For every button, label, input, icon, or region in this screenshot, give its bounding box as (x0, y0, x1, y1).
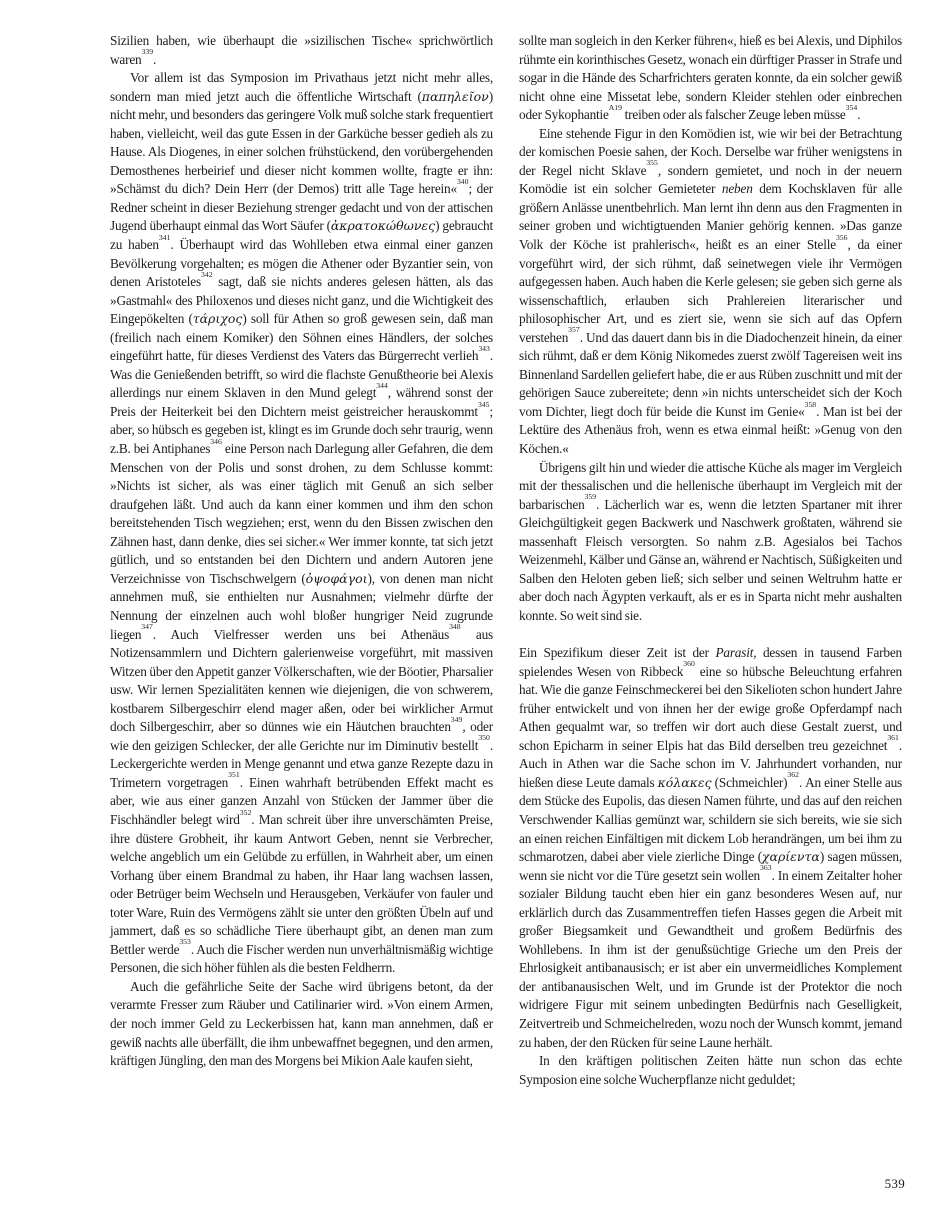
paragraph: In den kräftigen politischen Zeiten hätte nun schon das echte Symposion eine solche Wucherpflanze nicht geduldet; (519, 1053, 902, 1087)
footnote-ref: 354 (845, 102, 858, 112)
footnote-ref: 339 (141, 47, 154, 57)
footnote-ref: 346 (210, 436, 222, 446)
footnote-ref: 344 (376, 380, 388, 390)
paragraph: Auch die gefährliche Seite der Sache wird übrigens betont, da der verarmte Fresser zum Räuber und Catilinarier wird. »Von einem Armen, der noch immer Geld zu Leckerbissen hat, kann man annehmen, daß er gewiß nachts alle überfällt, die ihm unbewaffnet begegnen, und den armen, kräftigen Jüngling, den man des Morgens bei Mikion Aale kaufen sieht, (110, 978, 493, 1069)
footnote-ref: 343 (478, 343, 490, 353)
footnote-ref: 342 (200, 269, 213, 279)
greek-term: ὀψοφάγοι (305, 570, 368, 586)
text-columns (110, 32, 902, 1089)
left-column (110, 32, 493, 1089)
footnote-ref: 363 (760, 863, 772, 873)
footnote-ref: 349 (450, 714, 463, 724)
footnote-ref: 351 (228, 770, 240, 780)
greek-term: ἀκρατοκώθωνες (330, 218, 436, 234)
footnote-ref: A19 (608, 102, 623, 112)
paragraph: sollte man sogleich in den Kerker führen«, hieß es bei Alexis, und Diphilos rühmte ein korinthisches Gesetz, wonach ein dürftiger Prasser in Strafe und sogar in die Hände des Scharfrichters geraten konnte, da ein solcher gewiß nicht ohne eine Missetat lebe, sondern Kleider stehlen oder einbrechen oder Sykophantie$^{A19}$ treiben oder als falscher Zeuge leben müsse$^{354}$. (519, 33, 902, 123)
italic-term: neben (721, 181, 753, 197)
footnote-ref: 357 (568, 325, 580, 335)
footnote-ref: 362 (787, 770, 799, 780)
footnote-ref: 350 (478, 733, 490, 743)
paragraph: Übrigens gilt hin und wieder die attische Küche als mager im Vergleich mit der thessalischen und die hellenische überhaupt im Vergleich mit der barbarischen$^{359}$. Lächerlich war es, wenn die letzten Spartaner mit ihrer Gleichgültigkeit gegen Backwerk und Naschwerk großtaten, während sie massenhaft Fleisch versorgten. So nahm z.B. Agesialos bei Tachos Weizenmehl, Kälber und Gänse an, während er Nachtisch, Süßigkeiten und Salben den Heloten geben ließ; sich selber und seinen Weltruhm hatte er aber doch nach Ägypten verkauft, als er es in Sparta nicht mehr aushalten konnte. So weit sind sie. (519, 459, 902, 623)
footnote-ref: 359 (584, 492, 597, 502)
footnote-ref: 356 (835, 232, 848, 242)
footnote-ref: 348 (449, 622, 461, 632)
paragraph: Ein Spezifikum dieser Zeit ist der Parasit, dessen in tausend Farben spielendes Wesen von Ribbeck$^{360}$ eine so hübsche Beleuchtung erfahren hat. Wie die ganze Feinschmeckerei bei den Sikelioten schon hundert Jahre früher entwickelt und von ihnen her der ewige große Opferdampf nach Athen gequalmt war, so treffen wir dort auch diese Gestalt zuerst, und schon Epicharm in seiner Elpis hat das Bild derselben treu gezeichnet$^{361}$. Auch in Athen war die Sache schon im V. Jahrhundert vorhanden, nur hießen diese Leute damals κόλακες (Schmeichler)$^{362}$. An einer Stelle aus dem Stücke des Eupolis, das diesen Namen führte, und das auf den reichen Verschwender Kallias gemünzt war, schildern sie sich bereits, wie sie sich an einen reichen Einfältigen mit dickem Lob herandrängen, um bei ihm zu schmarotzen, dabei aber viele zierliche Dinge (χαρίεντα) sagen müssen, wenn sie nicht vor die Türe gesetzt sein wollen$^{363}$. In einem Zeitalter hoher sozialer Bildung taucht eben hier ein ganz besonderes Wesen auf, nur erklärlich durch das Zusammentreffen tiefen Hasses gegen die Arbeit mit großer Biegsamkeit und Gewandtheit und großem Bedürfnis des Wohllebens. In ihm ist der genußsüchtige Grieche um den Preis der Ehrlosigkeit antibanausisch; er ist aber ein unvermeidliches Komplement der antibanausischen Welt, und im Grunde ist der Protektor die noch widrigere Figur mit seinem unbedingten Bedürfnis nach Geselligkeit, Zeitvertreib und Schmeichelreden, wozu noch der Wunsch kommt, jemand zu haben, der den Rücken für seine Laune herhält. (519, 645, 902, 1050)
footnote-ref: 345 (477, 399, 490, 409)
footnote-ref: 352 (239, 807, 252, 817)
footnote-ref: 353 (179, 937, 191, 947)
footnote-ref: 360 (683, 659, 695, 669)
footnote-ref: 341 (158, 232, 171, 242)
paragraph: Sizilien haben, wie überhaupt die »sizilischen Tische« sprichwörtlich waren$^{339}$. (110, 33, 493, 67)
footnote-ref: 347 (141, 622, 153, 632)
greek-term: τάριχος (192, 311, 243, 327)
paragraph: Eine stehende Figur in den Komödien ist, wie wir bei der Betrachtung der komischen Poesie sahen, der Koch. Derselbe war früher wenigstens in der Regel nicht Sklave$^{355}$, sondern gemietet, und noch in der neuern Komödie ist ein solcher Gemieteter neben dem Kochsklaven für alle größern Anlässe unentbehrlich. Man lernt ihn denn aus den Fragmenten in seiner groben und wichtigtuenden Manier gehörig kennen. »Das ganze Volk der Köche ist prahlerisch«, heißt es an einer Stelle$^{356}$, da einer vorgeführt wird, der sich rühmt, daß seinetwegen viele ihr Vermögen aufgegessen haben. Auch haben die Kerle gelesen; sie geben sich gerne als wissenschaftlich, erlauben sich Prahlereien literarischer und philosophischer Art, und es ziert sie, wenn sie sich auf das Opfern verstehen$^{357}$. Und das dauert dann bis in die Diadochenzeit hinein, da einer sich rühmt, daß er dem König Nikomedes zuerst zwölf Tagereisen weit ins Binnenland Sardellen geliefert habe, die er aus Rüben zuschnitt und mit der gehörigen Sauce zubereitete; denn »in nichts unterscheidet sich der Koch vom Dichter, liegt doch für beide die Kunst im Genie«$^{358}$. Man ist bei der Lektüre des Athenäus froh, wenn es etwa einmal heißt: »Genug von den Köchen.« (519, 125, 902, 457)
footnote-ref: 361 (887, 733, 899, 743)
footnote-ref: 355 (646, 158, 658, 168)
greek-term: χαρίεντα (761, 849, 820, 865)
italic-term: Parasit, (715, 645, 757, 661)
footnote-ref: 358 (804, 399, 817, 409)
right-column (519, 32, 902, 1089)
greek-term: κόλακες (657, 774, 712, 790)
paragraph: Vor allem ist das Symposion im Privathaus jetzt nicht mehr alles, sondern man mied jetzt auch die öffentliche Wirtschaft (παπηλεῖον) nicht mehr, und besonders das geringere Volk muß solche stark frequentiert haben, vielleicht, weil das gute Essen in der Garküche besser gedieh als zu Hause. Als Diogenes, in einer solchen frühstückend, den vorübergehenden Demosthenes herbeirief und dieser nicht kommen wollte, fragte er ihn: »Schämst du dich? Dein Herr (der Demos) tritt alle Tage herein«$^{340}$; der Redner scheint in dieser Beziehung strenger gedacht und von der attischen Jugend überhaupt einmal das Wort Säufer (ἀκρατοκώθωνες) gebraucht zu haben$^{341}$. Überhaupt wird das Wohlleben etwa einmal einer ganzen Bevölkerung vorgehalten; es mögen die Athener oder Byzantier sein, von denen Aristoteles$^{342}$ sagt, daß sie nichts anderes gelesen hätten, als das »Gastmahl« des Philoxenos und dieses nicht ganz, und die Wichtigkeit des Eingepökelten (τάριχος) soll für Athen so groß gewesen sein, daß man (freilich nach einem Komiker) den Söhnen eines Händlers, der solches eingeführt hatte, für dieses Verdienst des Vaters das Bürgerrecht verlieh$^{343}$. Was die Genießenden betrifft, so wird die flachste Genußtheorie bei Alexis allerdings nur einem Sklaven in den Mund gelegt$^{344}$, während sonst der Preis der Heiterkeit bei den Dichtern meist geistreicher herauskommt$^{345}$; aber, so hübsch es gegeben ist, klingt es im Grunde doch sehr traurig, wenn z.B. bei Antiphanes$^{346}$ eine Person nach Darlegung aller Gefahren, die dem Menschen von der Polis und sonst drohen, zu dem Schlusse kommt: »Nichts ist sicher, als was einer täglich mit Genuß an sich selber draufgehen läßt. Und auch da kann einer kommen und ihm den schon bereitstehenden Tisch wegziehen; erst, wenn du den Bissen zwischen den Zähnen hast, dann denke, dies sei sicher.« Wer immer konnte, tat sich jetzt gütlich, und so entstanden bei den Dichtern und andern Autoren jene Verzeichnisse von Tischschwelgern (ὀψοφάγοι), von denen man nicht annehmen muß, sie enthielten nur Ausnahmen; vielmehr dürfte der Nennung der einzelnen auch wohl bloßer hungriger Neid zugrunde liegen$^{347}$. Auch Vielfresser werden uns bei Athenäus$^{348}$ aus Notizensammlern und Dichtern galerienweise vorgeführt, mit massiven Witzen über den Appetit ganzer Völkerschaften, wie der Böotier, Pharsalier usw. Wir lernen Spezialitäten kennen wie diejenigen, die von schwerem, kostbarem Silbergeschirr elend mager aßen, oder bei wirklicher Armut doch Silbergeschirr, aber so dünnes wie ein Häutchen brauchten$^{349}$, oder wie den geizigen Schlecker, der alle Gerichte nur im Diminutiv bestellt$^{350}$. Leckergerichte werden in Menge genannt und etwa ganze Rezepte dazu in Trimetern vorgetragen$^{351}$. Einen wahrhaft betrübenden Effekt macht es aber, wie aus einer ganzen Anzahl von Stücken der Jammer über die Fischhändler belegt wird$^{352}$. Man schreit über ihre unverschämten Preise, ihre düstere Grobheit, ihr kaum Antwort Geben, nennt sie Verbrecher, welche angeblich um ein Gelübde zu erfüllen, in Wahrheit aber, um einen Vorhang über einem Brandmal zu haben, ihr Haar lang wachsen lassen, oder Betrüger beim Wechseln und Herausgeben, Verkäufer von fauler und toter Ware, Ruin des Vermögens zählt sie unter den größten Übeln auf und jammert, daß es so schädliche Tiere überhaupt gibt, an denen man zum Bettler werde$^{353}$. Auch die Fischer werden nun unverhältnismäßig wichtige Personen, die sich höher fühlen als die besten Feldherrn. (110, 70, 494, 976)
page-number: 539 (884, 1176, 905, 1191)
footnote-ref: 340 (456, 176, 469, 186)
greek-term: παπηλεῖον (421, 88, 489, 104)
